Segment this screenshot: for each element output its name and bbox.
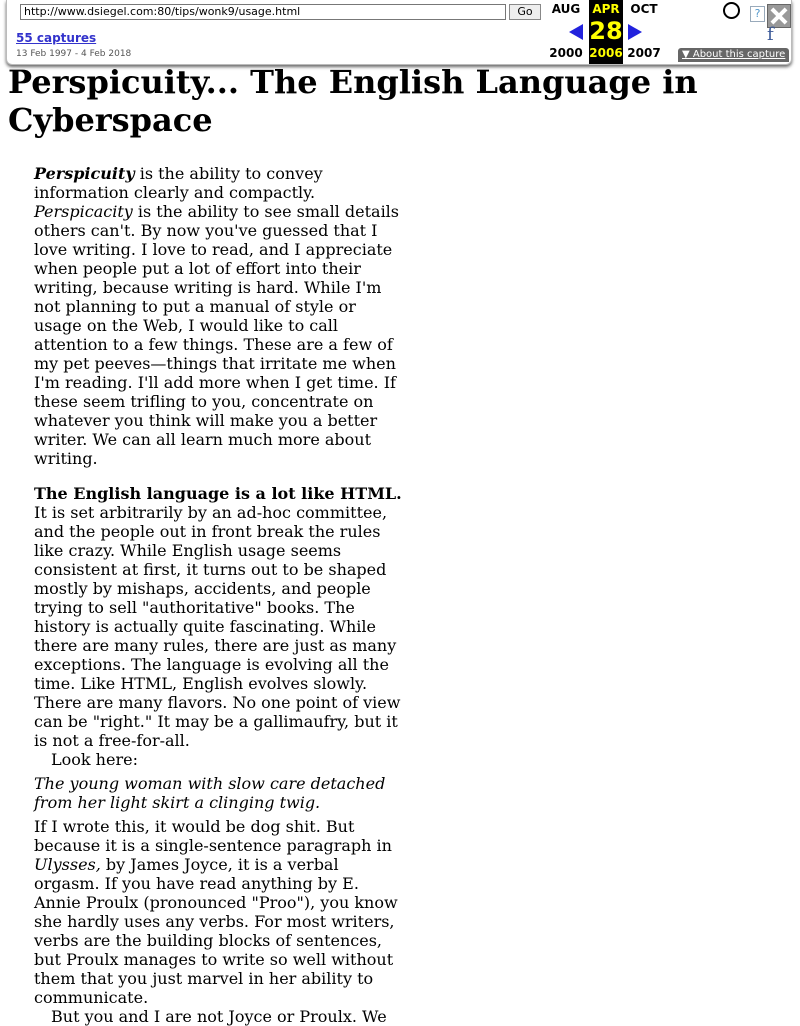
paragraph-perspicuity (34, 164, 406, 202)
prev-year: 2000 (549, 46, 583, 60)
paragraph-joyce-proulx (34, 817, 406, 1007)
help-icon[interactable]: ? (750, 6, 765, 22)
quote-text: The young woman with slow care detached from her light skirt a clinging twig. (34, 774, 386, 812)
captures-link[interactable]: 55 captures (16, 31, 97, 45)
paragraph-perspicacity (34, 202, 406, 468)
book-title: Ulysses, (34, 855, 101, 874)
term-perspicuity: Perspicuity (34, 164, 135, 183)
page-title: Perspicuity... The English Language in Cyberspace (8, 63, 698, 139)
prev-month: AUG (551, 2, 581, 16)
facebook-icon[interactable]: f (767, 24, 774, 45)
current-day: 28 (589, 17, 623, 45)
paragraph-look-here: Look here: (51, 750, 138, 769)
paragraph-text: If I wrote this, it would be dog shit. But because it is a single-sentence paragraph in (34, 817, 392, 855)
about-capture-button[interactable]: ▼ About this capture (678, 48, 789, 62)
url-input[interactable]: http://www.dsiegel.com:80/tips/wonk9/usage.html (20, 4, 506, 20)
section-heading: The English language is a lot like HTML. (34, 484, 402, 503)
current-year: 2006 (589, 46, 623, 60)
go-button[interactable]: Go (509, 4, 541, 20)
circle-icon[interactable] (723, 2, 740, 19)
prev-capture-column[interactable] (549, 0, 583, 60)
paragraph-not-joyce: But you and I are not Joyce or Proulx. We (51, 1007, 387, 1026)
article-body (34, 164, 406, 1026)
quote (34, 774, 406, 812)
capture-date-range: 13 Feb 1997 - 4 Feb 2018 (16, 49, 132, 59)
paragraph-text: is the ability to see small details others can't. By now you've guessed that I love writing. I love to read, and I appreciate when people put a lot of effort into their writing, because writing is hard. While I'm not planning to put a manual of style or usage on the Web, I would like to call attention to a few things. These are a few of my pet peeves—things that irritate me when I'm reading. I'll add more when I get time. If these seem trifling to you, concentrate on whatever you think will make you a better writer. We can all learn much more about writing. (34, 202, 400, 468)
paragraph-text: It is set arbitrarily by an ad-hoc committee, and the people out in front break the rules like crazy. While English usage seems consistent at first, it turns out to be shaped mostly by mishaps, accidents, and people trying to sell "authoritative" books. The history is actually quite fascinating. While there are many rules, there are just as many exceptions. The language is evolving all the time. Like HTML, English evolves slowly. There are many flavors. No one point of view can be "right." It may be a gallimaufry, but it is not a free-for-all. (34, 503, 401, 750)
paragraph-text: is the ability to convey information clearly and compactly. (34, 164, 323, 202)
paragraph-text: by James Joyce, it is a verbal orgasm. If you have read anything by E. Annie Proulx (pronounced "Proo"), you know she hardly uses any verbs. For most writers, verbs are the building blocks of sentences, but Proulx manages to write so well without them that you just marvel in her ability to communicate. (34, 855, 398, 1007)
arrow-right-icon[interactable] (628, 24, 642, 40)
wayback-toolbar (6, 0, 792, 65)
current-month: APR (592, 2, 620, 16)
current-capture-column (589, 0, 623, 64)
next-capture-column[interactable] (627, 0, 661, 60)
term-perspicacity: Perspicacity (34, 202, 133, 221)
paragraph-english-html (34, 484, 406, 750)
next-month: OCT (630, 2, 658, 16)
arrow-left-icon[interactable] (569, 24, 583, 40)
next-year: 2007 (627, 46, 661, 60)
